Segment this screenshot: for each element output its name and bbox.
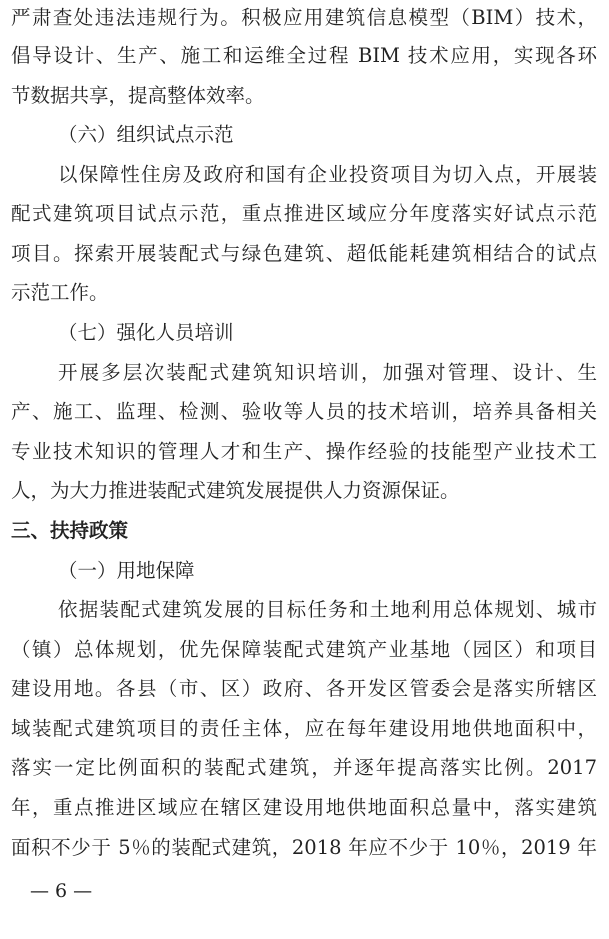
paragraph-line: 建设用地。各县（市、区）政府、各开发区管委会是落实所辖区 <box>11 677 597 700</box>
paragraph-line: 人，为大力推进装配式建筑发展提供人力资源保证。 <box>11 479 460 502</box>
paragraph-line: 倡导设计、生产、施工和运维全过程 BIM 技术应用，实现各环 <box>11 44 597 67</box>
paragraph-line: 面积不少于 5％的装配式建筑，2018 年应不少于 10％，2019 年 <box>11 836 597 859</box>
paragraph-line: 依据装配式建筑发展的目标任务和土地利用总体规划、城市 <box>58 598 597 621</box>
page-number: — 6 — <box>30 880 93 902</box>
paragraph-line: 项目。探索开展装配式与绿色建筑、超低能耗建筑相结合的试点 <box>11 242 597 265</box>
subheading-6: （六）组织试点示范 <box>58 123 234 146</box>
subheading-1: （一）用地保障 <box>58 559 195 582</box>
paragraph-line: 配式建筑项目试点示范，重点推进区域应分年度落实好试点示范 <box>11 202 597 225</box>
section-heading-3: 三、扶持政策 <box>11 519 129 542</box>
paragraph-line: 域装配式建筑项目的责任主体，应在每年建设用地供地面积中， <box>11 717 597 740</box>
paragraph-line: 以保障性住房及政府和国有企业投资项目为切入点，开展装 <box>58 163 597 186</box>
paragraph-line: （镇）总体规划，优先保障装配式建筑产业基地（园区）和项目 <box>11 638 597 661</box>
paragraph-line: 严肃查处违法违规行为。积极应用建筑信息模型（BIM）技术， <box>11 6 597 29</box>
paragraph-line: 产、施工、监理、检测、验收等人员的技术培训，培养具备相关 <box>11 400 597 423</box>
paragraph-line: 示范工作。 <box>11 281 109 304</box>
paragraph-line: 节数据共享，提高整体效率。 <box>11 84 265 107</box>
paragraph-line: 年，重点推进区域应在辖区建设用地供地面积总量中，落实建筑 <box>11 796 597 819</box>
subheading-7: （七）强化人员培训 <box>58 321 234 344</box>
paragraph-line: 开展多层次装配式建筑知识培训，加强对管理、设计、生 <box>58 361 597 384</box>
paragraph-line: 落实一定比例面积的装配式建筑，并逐年提高落实比例。2017 <box>11 756 597 779</box>
paragraph-line: 专业技术知识的管理人才和生产、操作经验的技能型产业技术工 <box>11 440 597 463</box>
